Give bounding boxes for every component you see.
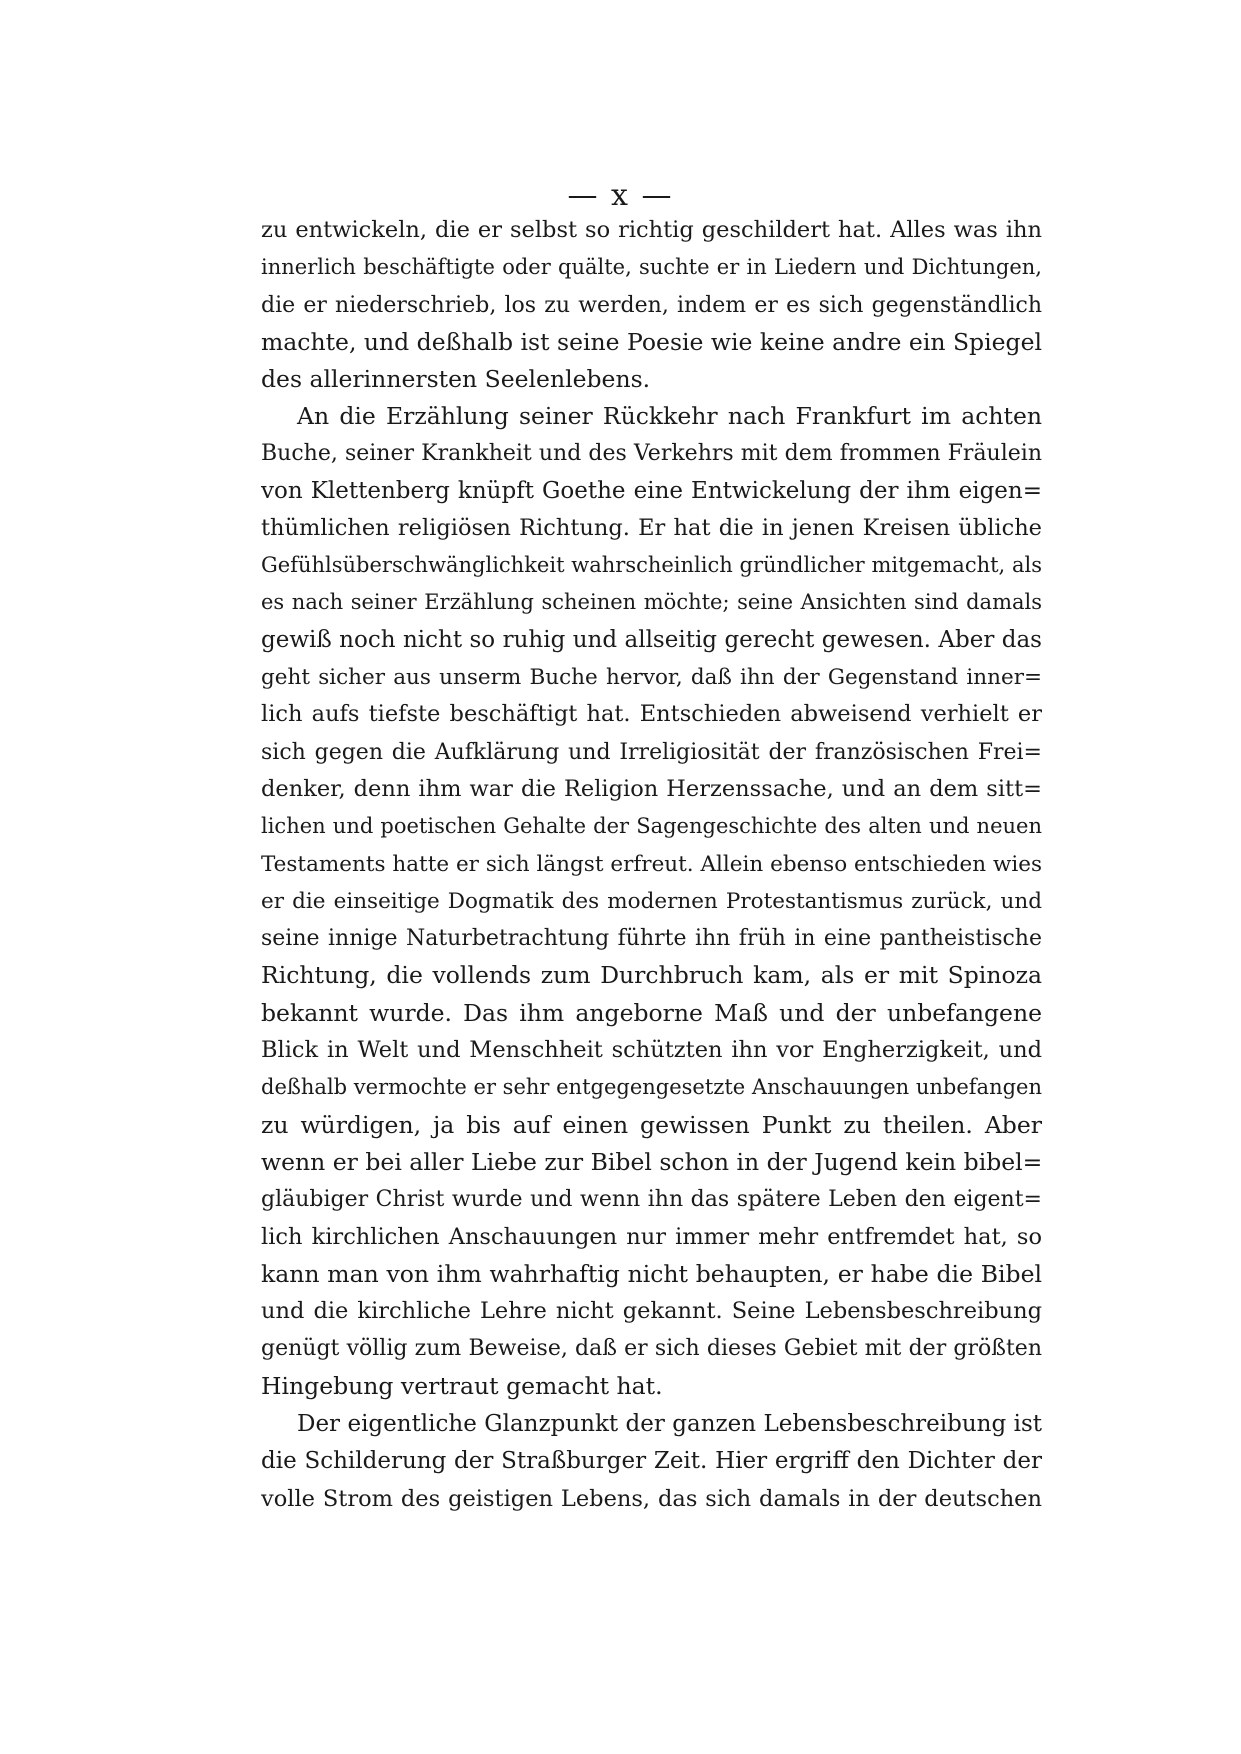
text-line: kann man von ihm wahrhaftig nicht behaupten, er habe die Bibel [261, 1259, 1042, 1288]
page-number-header: — x — [567, 178, 674, 213]
text-line: Der eigentliche Glanzpunkt der ganzen Lebensbeschreibung ist [297, 1411, 1042, 1437]
text-line: thümlichen religiösen Richtung. Er hat die in jenen Kreisen übliche [261, 514, 1042, 541]
text-line: Blick in Welt und Menschheit schützten ihn vor Engherzigkeit, und [261, 1037, 1042, 1064]
text-line: Buche, seiner Krankheit und des Verkehrs mit dem frommen Fräulein [261, 441, 1042, 467]
text-line: die er niederschrieb, los zu werden, indem er es sich gegenständlich [261, 292, 1042, 318]
text-line: von Klettenberg knüpft Goethe eine Entwickelung der ihm eigen= [261, 477, 1042, 504]
text-line: des allerinnersten Seelenlebens. [261, 365, 651, 394]
paragraph-2 [261, 398, 1042, 1405]
text-line: genügt völlig zum Beweise, daß er sich dieses Gebiet mit der größten [261, 1336, 1042, 1362]
paragraph-3 [261, 1406, 1042, 1518]
text-line: zu würdigen, ja bis auf einen gewissen Punkt zu theilen. Aber [261, 1110, 1042, 1139]
text-line: Gefühlsüberschwänglichkeit wahrscheinlich gründlicher mitgemacht, als [261, 553, 1042, 578]
text-line: zu entwickeln, die er selbst so richtig geschildert hat. Alles was ihn [261, 217, 1042, 243]
text-line: An die Erzählung seiner Rückkehr nach Frankfurt im achten [297, 402, 1042, 430]
paragraph-1 [261, 212, 1042, 398]
text-line: gläubiger Christ wurde und wenn ihn das spätere Leben den eigent= [261, 1187, 1042, 1213]
text-line: volle Strom des geistigen Lebens, das sich damals in der deutschen [261, 1485, 1042, 1512]
text-line: deßhalb vermochte er sehr entgegengesetzte Anschauungen unbefangen [261, 1075, 1042, 1100]
text-line: denker, denn ihm war die Religion Herzenssache, und an dem sitt= [261, 775, 1042, 802]
text-line: Testaments hatte er sich längst erfreut. Allein ebenso entschieden wies [261, 851, 1042, 877]
text-line: lich aufs tiefste beschäftigt hat. Entschieden abweisend verhielt er [261, 701, 1042, 728]
text-line: bekannt wurde. Das ihm angeborne Maß und der unbefangene [261, 998, 1042, 1027]
text-line: innerlich beschäftigte oder quälte, suchte er in Liedern und Dichtungen, [261, 255, 1042, 280]
text-line: wenn er bei aller Liebe zur Bibel schon in der Jugend kein bibel= [261, 1147, 1042, 1176]
text-line: Hingebung vertraut gemacht hat. [261, 1371, 663, 1400]
text-line: es nach seiner Erzählung scheinen möchte; seine Ansichten sind damals [261, 590, 1042, 615]
text-line: gewiß noch nicht so ruhig und allseitig gerecht gewesen. Aber das [261, 626, 1042, 653]
text-line: die Schilderung der Straßburger Zeit. Hier ergriff den Dichter der [261, 1448, 1042, 1475]
text-line: lichen und poetischen Gehalte der Sagengeschichte des alten und neuen [261, 814, 1042, 839]
text-line: sich gegen die Aufklärung und Irreligiosität der französischen Frei= [261, 739, 1042, 765]
text-line: er die einseitige Dogmatik des modernen Protestantismus zurück, und [261, 888, 1042, 914]
text-line: und die kirchliche Lehre nicht gekannt. Seine Lebensbeschreibung [261, 1298, 1042, 1325]
text-line: lich kirchlichen Anschauungen nur immer mehr entfremdet hat, so [261, 1223, 1042, 1250]
text-line: seine innige Naturbetrachtung führte ihn früh in eine pantheistische [261, 926, 1042, 952]
text-line: Richtung, die vollends zum Durchbruch kam, als er mit Spinoza [261, 961, 1042, 990]
text-line: geht sicher aus unserm Buche hervor, daß ihn der Gegenstand inner= [261, 665, 1042, 691]
text-line: machte, und deßhalb ist seine Poesie wie keine andre ein Spiegel [261, 327, 1042, 356]
